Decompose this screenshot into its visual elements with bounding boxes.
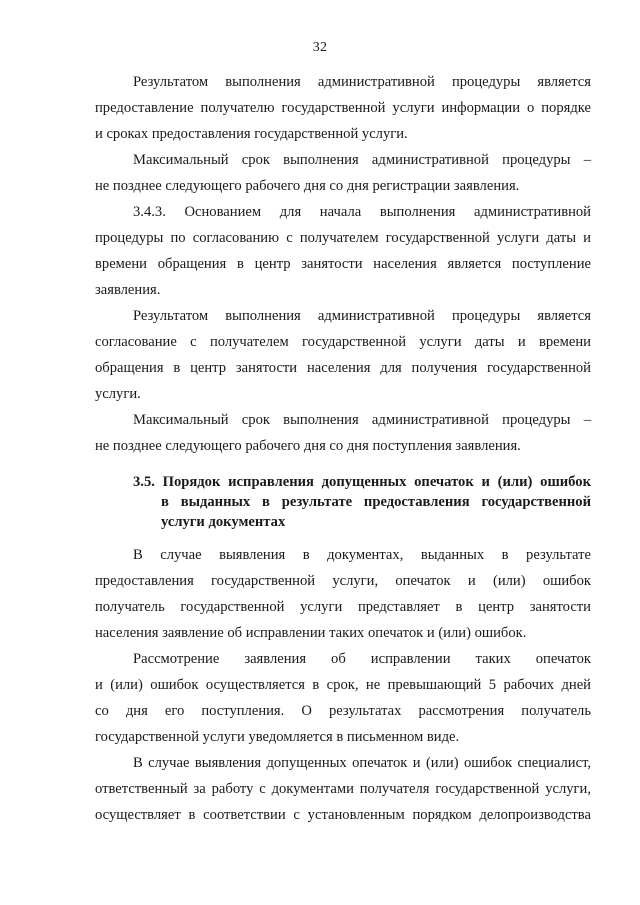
text-line: населения заявление об исправлении таких опечаток и (или) ошибок. (95, 625, 527, 641)
text-line: Результатом выполнения административной процедуры является (133, 308, 591, 324)
text-line: В случае выявления в документах, выданных в результате (133, 547, 591, 563)
text-line: Результатом выполнения административной процедуры является (133, 74, 591, 90)
text-line: не позднее следующего рабочего дня со дня регистрации заявления. (95, 178, 520, 194)
text-line: осуществляет в соответствии с установленным порядком делопроизводства (95, 807, 591, 823)
text-line: со дня его поступления. О результатах рассмотрения получатель (95, 703, 591, 719)
text-line: предоставление получателю государственной услуги информации о порядке (95, 100, 591, 116)
section-heading-line: 3.5. Порядок исправления допущенных опечаток и (или) ошибок (133, 474, 591, 490)
section-heading-line: в выданных в результате предоставления государственной (161, 494, 591, 510)
page-number: 32 (312, 40, 328, 55)
text-line: В случае выявления допущенных опечаток и (или) ошибок специалист, (133, 755, 591, 771)
text-line: получатель государственной услуги представляет в центр занятости (95, 599, 591, 615)
text-line: государственной услуги уведомляется в письменном виде. (95, 729, 460, 745)
text-line: 3.4.3. Основанием для начала выполнения административной (133, 204, 591, 220)
text-line: ответственный за работу с документами получателя государственной услуги, (95, 781, 591, 797)
text-line: заявления. (95, 282, 161, 298)
text-line: времени обращения в центр занятости населения является поступление (95, 256, 591, 272)
text-line: процедуры по согласованию с получателем государственной услуги даты и (95, 230, 591, 246)
text-line: услуги. (95, 386, 141, 402)
text-line: не позднее следующего рабочего дня со дня поступления заявления. (95, 438, 521, 454)
text-line: обращения в центр занятости населения для получения государственной (95, 360, 591, 376)
text-line: Максимальный срок выполнения административной процедуры – (133, 152, 591, 168)
text-line: Рассмотрение заявления об исправлении таких опечаток (133, 651, 591, 667)
text-line: и сроках предоставления государственной услуги. (95, 126, 408, 142)
text-line: предоставления государственной услуги, опечаток и (или) ошибок (95, 573, 591, 589)
text-line: Максимальный срок выполнения административной процедуры – (133, 412, 591, 428)
section-heading-line: услуги документах (161, 514, 286, 530)
text-line: согласование с получателем государственной услуги даты и времени (95, 334, 591, 350)
text-line: и (или) ошибок осуществляется в срок, не превышающий 5 рабочих дней (95, 677, 591, 693)
